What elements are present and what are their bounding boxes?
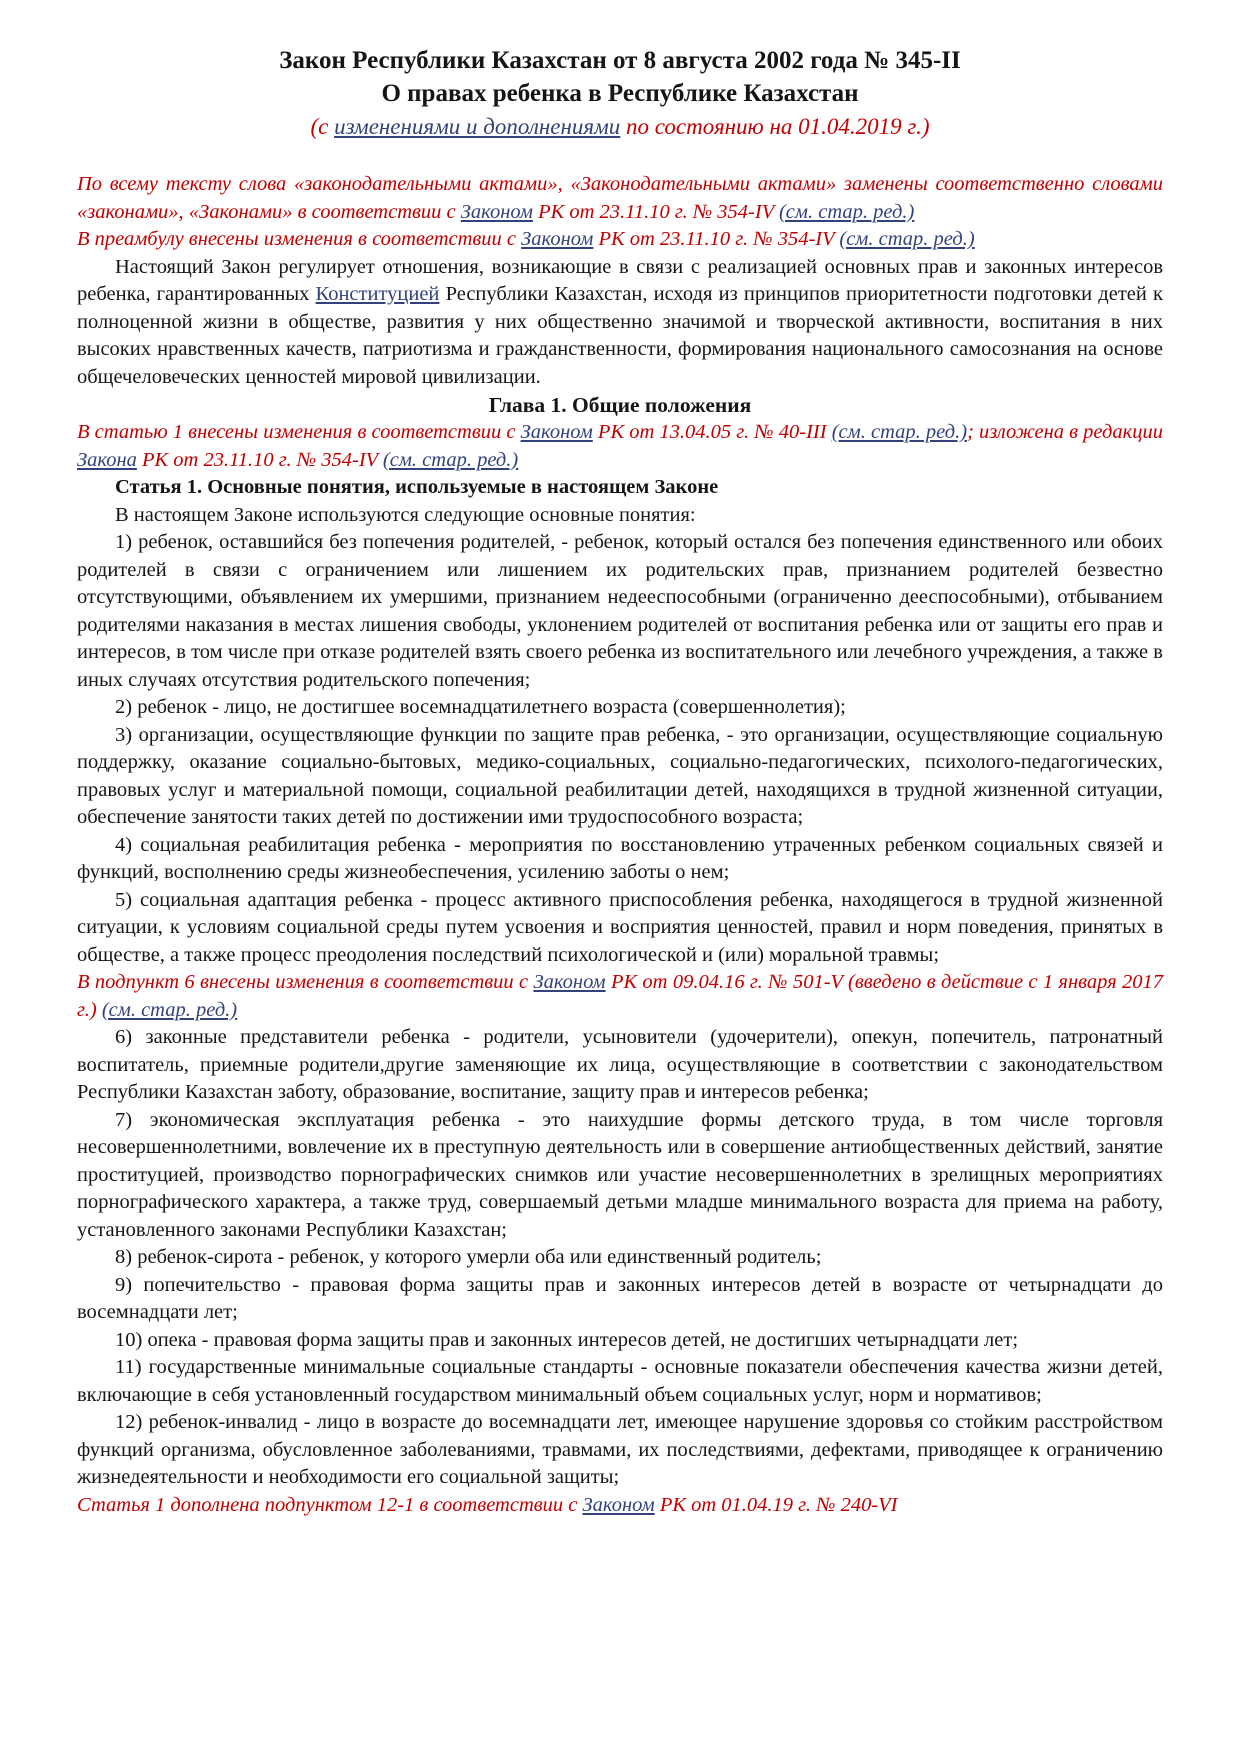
- chapter-1-heading: [77, 391, 1163, 419]
- text-segment: 9) попечительство - правовая форма защиты прав и законных интересов детей в возрасте от четырнадцати до восемнадцати лет;: [77, 1273, 1163, 1323]
- amendment-note-article-1: [77, 419, 1163, 474]
- text-segment: 11) государственные минимальные социальные стандарты - основные показатели обеспечения качества жизни детей, включающие в себя установленный государством минимальный объем социальных услуг, норм и нормативов;: [77, 1356, 1163, 1406]
- definition-item-1: [77, 529, 1163, 694]
- document-subtitle: [77, 110, 1163, 144]
- document-body: [77, 171, 1163, 1519]
- text-segment: 5) социальная адаптация ребенка - процесс активного приспособления ребенка, находящегося в трудной жизненной ситуации, к условиям социальной среды путем усвоения и восприятия ценностей, правил и норм поведения, принятых в обществе, а также процесс преодоления последствий психологической и (или) моральной травмы;: [77, 888, 1163, 966]
- text-segment: 10) опека - правовая форма защиты прав и законных интересов детей, не достигших четырнадцати лет;: [115, 1328, 1019, 1351]
- law-link[interactable]: Законом: [521, 228, 594, 250]
- text-segment: В настоящем Законе используются следующие основные понятия:: [115, 503, 696, 526]
- definition-item-4: [77, 832, 1163, 887]
- definition-item-5: [77, 887, 1163, 970]
- text-segment: 7) экономическая эксплуатация ребенка - это наихудшие формы детского труда, в том числе торговля несовершеннолетними, вовлечение их в преступную деятельность или в совершение антиобщественных действий, занятие проституцией, производство порнографических снимков или участие несовершеннолетних в зрелищных мероприятиях порнографического характера, а также труд, совершаемый детьми младше минимального возраста для приема на работу, установленного законами Республики Казахстан;: [77, 1108, 1163, 1241]
- old-version-link[interactable]: (см. стар. ред.): [101, 998, 238, 1021]
- old-version-link[interactable]: (см. стар. ред.): [839, 228, 975, 250]
- constitution-link[interactable]: Конституцией: [315, 283, 440, 305]
- law-link[interactable]: Законом: [582, 1493, 655, 1516]
- text-segment: 3) организации, осуществляющие функции по защите прав ребенка, - это организации, осуществляющие социальную поддержку, оказание социально-бытовых, медико-социальных, социально-педагогических, психолого-педагогических, правовых услуг и материальной помощи, социальной реабилитации детей, находящихся в трудной жизненной ситуации, обеспечение занятости таких детей по достижении ими трудоспособного возраста;: [77, 723, 1163, 828]
- law-link[interactable]: Законом: [460, 200, 533, 223]
- article-1-intro: [77, 502, 1163, 530]
- text-segment: 8) ребенок-сирота - ребенок, у которого умерли оба или единственный родитель;: [115, 1246, 822, 1268]
- definition-item-12: [77, 1409, 1163, 1492]
- old-version-link[interactable]: (см. стар. ред.): [831, 421, 968, 443]
- preamble-paragraph: [77, 254, 1163, 392]
- text-segment: В преамбулу внесены изменения в соответствии с: [77, 228, 522, 250]
- definition-item-8: [77, 1244, 1163, 1272]
- amendment-note-subitem-6: [77, 969, 1163, 1024]
- amendments-link[interactable]: изменениями и дополнениями: [334, 114, 621, 139]
- amendment-note-global-replacement: [77, 171, 1163, 226]
- definition-item-11: [77, 1354, 1163, 1409]
- text-segment: Республики Казахстан, исходя из принципов приоритетности подготовки детей к полноценной жизни в обществе, развития у них общественно значимой и творческой активности, воспитания в них высоких нравственных качеств, патриотизма и гражданственности, формирования национального самосознания на основе общечеловеческих ценностей мировой цивилизации.: [77, 283, 1163, 388]
- law-link[interactable]: Законом: [533, 971, 606, 993]
- text-segment: по состоянию на 01.04.2019 г.): [620, 114, 930, 139]
- definition-item-3: [77, 722, 1163, 832]
- amendment-note-subitem-12-1: [77, 1492, 1163, 1520]
- text-segment: Настоящий Закон регулирует отношения, возникающие в связи с реализацией основных прав и законных интересов ребенка, гарантированных: [77, 255, 1163, 305]
- text-segment: РК от 09.04.16 г. № 501-V (введено в действие с 1 января 2017 г.): [77, 971, 1163, 1021]
- law-link[interactable]: Закона: [77, 448, 137, 471]
- amendment-note-preamble: [77, 226, 1163, 254]
- old-version-link[interactable]: (см. стар. ред.): [382, 448, 519, 471]
- text-segment: Статья 1. Основные понятия, используемые в настоящем Законе: [115, 476, 719, 498]
- text-segment: 1) ребенок, оставшийся без попечения родителей, - ребенок, который остался без попечения единственного или обоих родителей в связи с ограничением или лишением их родительских прав, признанием родителей безвестно отсутствующими, объявлением их умершими, признанием недееспособными (ограниченно дееспособными), отбыванием родителями наказания в местах лишения свободы, уклонением родителей от воспитания ребенка или от защиты его прав и интересов, в том числе при отказе родителей взять своего ребенка из воспитательного или лечебного учреждения, а также в иных случаях отсутствия родительского попечения;: [77, 531, 1163, 691]
- definition-item-7: [77, 1107, 1163, 1245]
- text-segment: 12) ребенок-инвалид - лицо в возрасте до восемнадцати лет, имеющее нарушение здоровья со стойким расстройством функций организма, обусловленное заболеваниями, травмами, их последствиями, дефектами, приводящее к ограничению жизнедеятельности и необходимости его социальной защиты;: [77, 1411, 1163, 1488]
- document-title-line1: Закон Республики Казахстан от 8 августа 2002 года № 345-II: [279, 47, 961, 74]
- text-segment: По всему тексту слова «законодательными актами», «Законодательными актами» заменены соответственно словами «законами», «Законами» в соответствии с: [77, 173, 1163, 223]
- text-segment: Глава 1. Общие положения: [488, 393, 752, 417]
- text-segment: РК от 23.11.10 г. № 354-IV: [136, 448, 383, 471]
- text-segment: РК от 13.04.05 г. № 40-III: [592, 421, 832, 443]
- text-segment: 6) законные представители ребенка - родители, усыновители (удочерители), опекун, попечитель, патронатный воспитатель, приемные родители,другие заменяющие их лица, осуществляющие в соответствии с законодательством Республики Казахстан заботу, образование, воспитание, защиту прав и интересов ребенка;: [77, 1026, 1163, 1103]
- text-segment: РК от 01.04.19 г. № 240-VI: [654, 1493, 898, 1516]
- law-link[interactable]: Законом: [520, 421, 593, 443]
- text-segment: (с: [310, 114, 335, 139]
- text-segment: 2) ребенок - лицо, не достигшее восемнадцатилетнего возраста (совершеннолетия);: [115, 696, 846, 718]
- definition-item-9: [77, 1272, 1163, 1327]
- text-segment: В подпункт 6 внесены изменения в соответствии с: [77, 971, 534, 993]
- text-segment: РК от 23.11.10 г. № 354-IV: [593, 228, 840, 250]
- text-segment: 4) социальная реабилитация ребенка - мероприятия по восстановлению утраченных ребенком социальных связей и функций, восполнению среды жизнеобеспечения, усилению заботы о нем;: [77, 833, 1163, 883]
- article-1-title: [77, 474, 1163, 502]
- definition-item-10: [77, 1327, 1163, 1355]
- definition-item-2: [77, 694, 1163, 722]
- text-segment: ; изложена в редакции: [967, 421, 1163, 443]
- definition-item-6: [77, 1024, 1163, 1107]
- text-segment: Статья 1 дополнена подпунктом 12-1 в соответствии с: [77, 1493, 583, 1516]
- text-segment: В статью 1 внесены изменения в соответствии с: [77, 421, 521, 443]
- text-segment: РК от 23.11.10 г. № 354-IV: [532, 200, 779, 223]
- document-title-line2: О правах ребенка в Республике Казахстан: [381, 80, 859, 107]
- old-version-link[interactable]: (см. стар. ред.): [778, 200, 915, 223]
- document-header: [77, 44, 1163, 144]
